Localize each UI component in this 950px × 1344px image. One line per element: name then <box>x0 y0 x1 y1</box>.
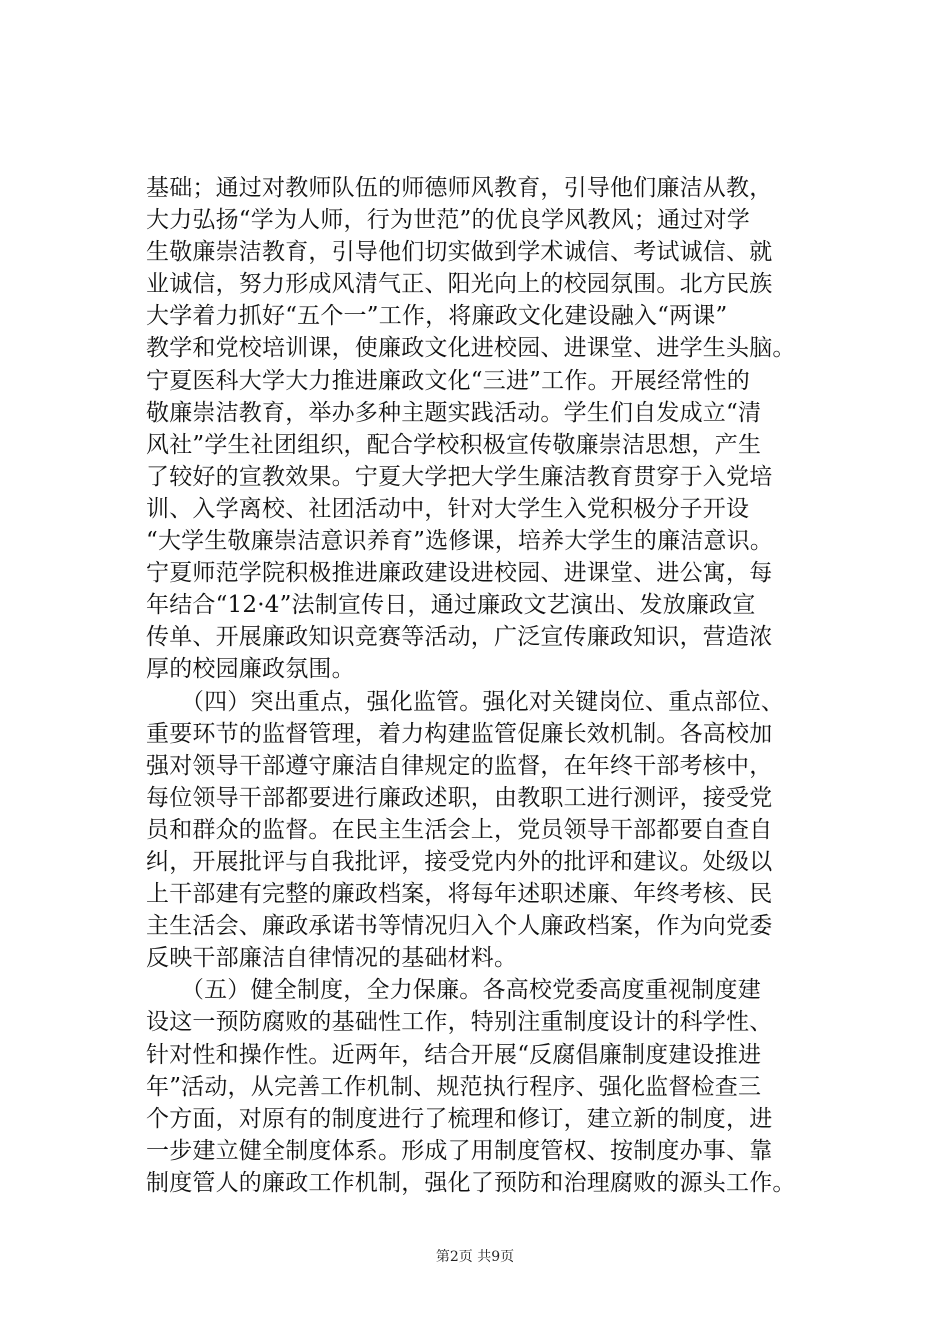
text-line: 主生活会、廉政承诺书等情况归入个人廉政档案，作为向党委 <box>146 913 773 940</box>
text-line: 风社”学生社团组织，配合学校积极宣传敬廉崇洁思想，产生 <box>146 431 762 458</box>
text-line: 生敬廉崇洁教育，引导他们切实做到学术诚信、考试诚信、就 <box>146 239 773 266</box>
text-line: 大力弘扬“学为人师，行为世范”的优良学风教风；通过对学 <box>146 207 750 234</box>
text-line: 制度管人的廉政工作机制，强化了预防和治理腐败的源头工作。 <box>146 1169 796 1196</box>
text-line: 大学着力抓好“五个一”工作，将廉政文化建设融入“两课” <box>146 303 728 330</box>
text-line: 宁夏医科大学大力推进廉政文化“三进”工作。开展经常性的 <box>146 367 750 394</box>
section-four-heading-line: （四）突出重点，强化监管。强化对关键岗位、重点部位、 <box>146 688 785 715</box>
text-line: 传单、开展廉政知识竞赛等活动，广泛宣传廉政知识，营造浓 <box>146 624 773 651</box>
text-line: 敬廉崇洁教育，举办多种主题实践活动。学生们自发成立“清 <box>146 399 762 426</box>
text-line: 教学和党校培训课，使廉政文化进校园、进课堂、进学生头脑。 <box>146 335 796 362</box>
text-line: 设这一预防腐败的基础性工作，特别注重制度设计的科学性、 <box>146 1009 773 1036</box>
text-line: 上干部建有完整的廉政档案，将每年述职述廉、年终考核、民 <box>146 881 773 908</box>
text-line: “大学生敬廉崇洁意识养育”选修课，培养大学生的廉洁意识。 <box>146 528 774 555</box>
text-line: 强对领导干部遵守廉洁自律规定的监督，在年终干部考核中， <box>146 752 773 779</box>
text-line: 纠，开展批评与自我批评，接受党内外的批评和建议。处级以 <box>146 848 773 875</box>
text-line: 了较好的宣教效果。宁夏大学把大学生廉洁教育贯穿于入党培 <box>146 463 773 490</box>
page-number-footer: 第2页 共9页 <box>435 1249 515 1265</box>
text-line: 员和群众的监督。在民主生活会上，党员领导干部都要自查自 <box>146 816 773 843</box>
text-line: 反映干部廉洁自律情况的基础材料。 <box>146 945 518 972</box>
text-line: 重要环节的监督管理，着力构建监管促廉长效机制。各高校加 <box>146 720 773 747</box>
text-line: 每位领导干部都要进行廉政述职，由教职工进行测评，接受党 <box>146 784 773 811</box>
text-line: 年”活动，从完善工作机制、规范执行程序、强化监督检查三 <box>146 1073 762 1100</box>
section-five-heading-line: （五）健全制度，全力保廉。各高校党委高度重视制度建 <box>146 977 761 1004</box>
text-line: 基础；通过对教师队伍的师德师风教育，引导他们廉洁从教， <box>146 175 773 201</box>
text-line: 个方面，对原有的制度进行了梳理和修订，建立新的制度，进 <box>146 1105 773 1132</box>
body-text <box>146 172 806 1199</box>
text-line: 年结合“12·4”法制宣传日，通过廉政文艺演出、发放廉政宣 <box>146 592 756 619</box>
text-line: 业诚信，努力形成风清气正、阳光向上的校园氛围。北方民族 <box>146 271 773 298</box>
text-line: 厚的校园廉政氛围。 <box>146 656 355 683</box>
text-line: 训、入学离校、社团活动中，针对大学生入党积极分子开设 <box>146 495 750 522</box>
text-line: 针对性和操作性。近两年，结合开展“反腐倡廉制度建设推进 <box>146 1041 762 1068</box>
text-line: 宁夏师范学院积极推进廉政建设进校园、进课堂、进公寓，每 <box>146 560 773 587</box>
text-line: 一步建立健全制度体系。形成了用制度管权、按制度办事、靠 <box>146 1137 773 1164</box>
